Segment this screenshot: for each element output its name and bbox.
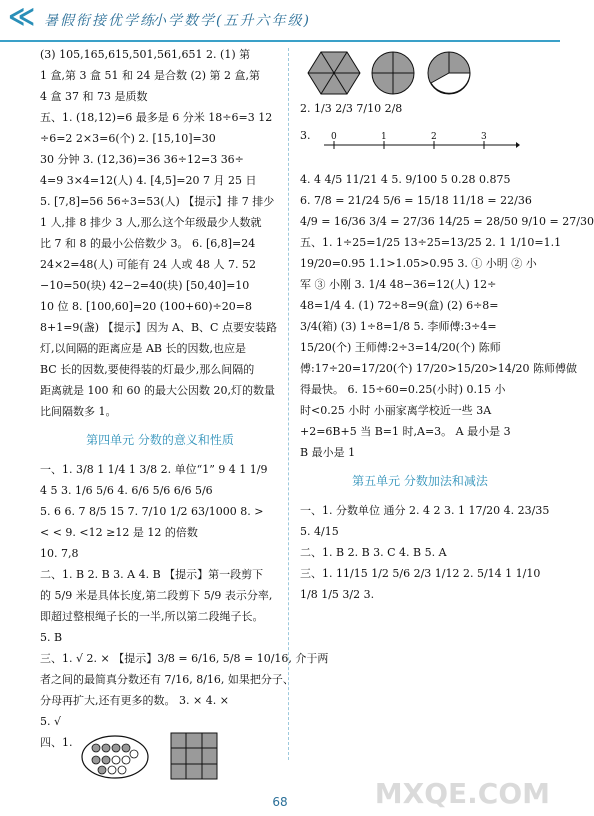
answer-line: 分母再扩大,还有更多的数。 3. × 4. × xyxy=(40,694,229,707)
header-title: 暑假衔接优学练 xyxy=(44,13,156,29)
answer-line: 距离就是 100 和 60 的最大公因数 20,灯的数量 xyxy=(40,384,275,397)
hexagon-figure xyxy=(308,50,360,96)
answer-line: 5. 6 6. 7 8/5 15 7. 7/10 1/2 63/1000 8. > xyxy=(40,505,264,518)
answer-line: 4 5 3. 1/6 5/6 4. 6/6 5/6 6/6 5/6 xyxy=(40,484,213,497)
unit4-title: 第四单元 分数的意义和性质 xyxy=(86,433,234,447)
answer-line: 比 7 和 8 的最小公倍数少 3。 6. [6,8]=24 xyxy=(40,237,256,250)
answer-line: 二、1. B 2. B 3. A 4. B 【提示】第一段剪下 xyxy=(40,568,264,581)
grid-square-figure xyxy=(170,732,218,780)
answer-line: 一、1. 3/8 1 1/4 1 3/8 2. 单位“1” 9 4 1 1/9 xyxy=(40,463,268,476)
header-subtitle: 小学数学(五升六年级) xyxy=(152,13,311,29)
answer-line: 四、1. xyxy=(40,736,73,749)
answer-line: 时<0.25 小时 小丽家离学校近一些 3A xyxy=(300,404,492,417)
answer-line: 五、1. (18,12)=6 最多是 6 分米 18÷6=3 12 xyxy=(40,111,273,124)
answer-line: 2. 1/3 2/3 7/10 2/8 xyxy=(300,102,403,115)
unit5-title: 第五单元 分数加法和减法 xyxy=(352,474,488,488)
answer-line: 1/8 1/5 3/2 3. xyxy=(300,588,375,601)
answer-line: 4=9 3×4=12(人) 4. [4,5]=20 7 月 25 日 xyxy=(40,174,257,187)
answer-line: < < 9. <12 ≥12 是 12 的倍数 xyxy=(40,526,198,539)
page-number: 68 xyxy=(272,795,288,809)
answer-line: −10=50(块) 42−2=40(块) [50,40]=10 xyxy=(40,279,250,292)
answer-line: 1 人,排 8 排少 3 人,那么这个年级最少人数就 xyxy=(40,216,262,229)
answer-line: +2=6B+5 当 B=1 时,A=3。 A 最小是 3 xyxy=(300,425,511,438)
answer-line: 10 位 8. [100,60]=20 (100+60)÷20=8 xyxy=(40,300,252,313)
answer-line: 一、1. 分数单位 通分 2. 4 2 3. 1 17/20 4. 23/35 xyxy=(300,504,550,517)
svg-text:2: 2 xyxy=(431,132,437,142)
answer-line: 4. 4 4/5 11/21 4 5. 9/100 5 0.28 0.875 xyxy=(300,173,511,186)
answer-line: 8+1=9(盏) 【提示】因为 A、B、C 点要安装路 xyxy=(40,321,277,334)
answer-line: (3) 105,165,615,501,561,651 2. (1) 第 xyxy=(40,48,251,61)
answer-line: B 最小是 1 xyxy=(300,446,356,459)
answer-line: BC 长的因数,要使得装的灯最少,那么间隔的 xyxy=(40,363,255,376)
svg-text:1: 1 xyxy=(381,132,387,142)
answer-line: 6. 7/8 = 21/24 5/6 = 15/18 11/18 = 22/36 xyxy=(300,194,532,207)
brand-logo-icon: ≪ xyxy=(8,2,36,32)
answer-line: 19/20=0.95 1.1>1.05>0.95 3. ① 小明 ② 小 xyxy=(300,257,537,270)
answer-line: 三、1. 11/15 1/2 5/6 2/3 1/12 2. 5/14 1 1/10 xyxy=(300,567,541,580)
answer-line: 5. [7,8]=56 56÷3=53(人) 【提示】排 7 排少 xyxy=(40,195,275,208)
answer-line: 军 ③ 小刚 3. 1/4 48−36=12(人) 12÷ xyxy=(300,278,497,291)
answer-line: 二、1. B 2. B 3. C 4. B 5. A xyxy=(300,546,447,559)
answer-line: 傅:17÷20=17/20(个) 17/20>15/20>14/20 陈师傅做 xyxy=(300,362,577,375)
figure-row xyxy=(40,732,280,782)
answer-line: 4/9 = 16/36 3/4 = 27/36 14/25 = 28/50 9/10 = 27/30 xyxy=(300,215,594,228)
answer-line: 5. √ xyxy=(40,715,62,728)
answer-line: 即超过整根绳子长的一半,所以第二段绳子长。 xyxy=(40,610,264,623)
pie-figures xyxy=(300,44,540,98)
answer-line: 10. 7,8 xyxy=(40,547,79,560)
circle-quarters-figure xyxy=(370,50,416,96)
answer-line: 者之间的最简真分数还有 7/16, 8/16, 如果把分子、 xyxy=(40,673,294,686)
svg-text:3: 3 xyxy=(481,132,487,142)
answer-line: 48=1/4 4. (1) 72÷8=9(盒) (2) 6÷8= xyxy=(300,299,499,312)
answer-line: 30 分钟 3. (12,36)=36 36÷12=3 36÷ xyxy=(40,153,244,166)
dots-oval-figure xyxy=(80,734,150,780)
number-line-svg xyxy=(320,123,520,167)
right-column xyxy=(300,44,594,605)
svg-text:0: 0 xyxy=(331,132,337,142)
answer-line: 1 盒,第 3 盒 51 和 24 是合数 (2) 第 2 盒,第 xyxy=(40,69,261,82)
answer-line: 4 盒 37 和 73 是质数 xyxy=(40,90,148,103)
answer-line: ÷6=2 2×3=6(个) 2. [15,10]=30 xyxy=(40,132,216,145)
answer-line: 灯,以间隔的距离应是 AB 长的因数,也应是 xyxy=(40,342,247,355)
answer-label: 3. xyxy=(300,129,311,142)
answer-line: 5. B xyxy=(40,631,63,644)
answer-line: 5. 4/15 xyxy=(300,525,339,538)
circle-thirds-figure xyxy=(426,50,472,96)
answer-line: 3/4(箱) (3) 1÷8=1/8 5. 李师傅:3÷4= xyxy=(300,320,497,333)
watermark-icon: MXQE.COM xyxy=(374,777,550,810)
answer-line: 三、1. √ 2. × 【提示】3/8 = 6/16, 5/8 = 10/16, 介于两 xyxy=(40,652,329,665)
answer-line: 得最快。 6. 15÷60=0.25(小时) 0.15 小 xyxy=(300,383,506,396)
answer-line: 15/20(个) 王师傅:2÷3=14/20(个) 陈师 xyxy=(300,341,501,354)
answer-line: 比间隔数多 1。 xyxy=(40,405,117,418)
answer-line: 五、1. 1÷25=1/25 13÷25=13/25 2. 1 1/10=1.1 xyxy=(300,236,562,249)
number-line-figure xyxy=(300,119,540,169)
page-header xyxy=(0,0,560,42)
answer-line: 24×2=48(人) 可能有 24 人或 48 人 7. 52 xyxy=(40,258,256,271)
answer-line: 的 5/9 米是具体长度,第二段剪下 5/9 表示分率, xyxy=(40,589,273,602)
